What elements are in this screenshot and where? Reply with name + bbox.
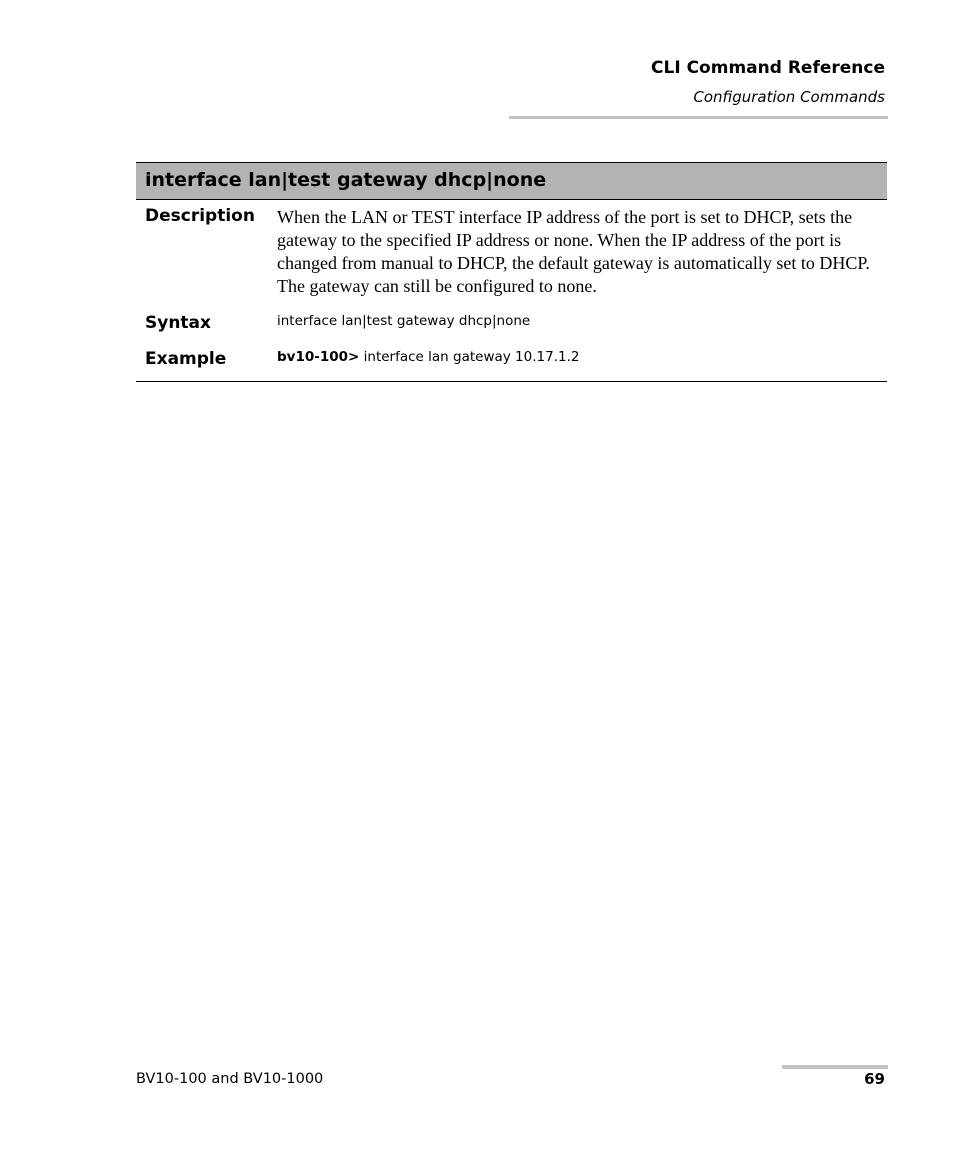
description-text: When the LAN or TEST interface IP address of the port is set to DHCP, sets the gateway to the specified IP address or none. When the IP address of the port is changed from manual to DHCP, the default gateway is automatically set to DHCP. The gateway can still be configured to none. bbox=[277, 207, 870, 296]
header-divider bbox=[509, 116, 888, 119]
description-row bbox=[136, 200, 887, 308]
page-number: 69 bbox=[864, 1070, 885, 1088]
running-header-subtitle: Configuration Commands bbox=[693, 88, 885, 106]
syntax-row bbox=[136, 308, 887, 344]
syntax-label: Syntax bbox=[145, 313, 211, 333]
command-heading: interface lan|test gateway dhcp|none bbox=[136, 162, 887, 200]
example-prompt: bv10-100> bbox=[277, 349, 360, 365]
footer-product-name: BV10-100 and BV10-1000 bbox=[136, 1071, 324, 1087]
description-label: Description bbox=[145, 206, 255, 226]
example-row bbox=[136, 344, 887, 381]
running-header-title: CLI Command Reference bbox=[651, 58, 885, 78]
footer-divider bbox=[782, 1065, 888, 1069]
example-code bbox=[277, 344, 579, 381]
example-command: interface lan gateway 10.17.1.2 bbox=[359, 349, 580, 365]
command-reference-table bbox=[136, 162, 887, 382]
syntax-text: interface lan|test gateway dhcp|none bbox=[277, 313, 531, 329]
example-label: Example bbox=[145, 349, 227, 369]
